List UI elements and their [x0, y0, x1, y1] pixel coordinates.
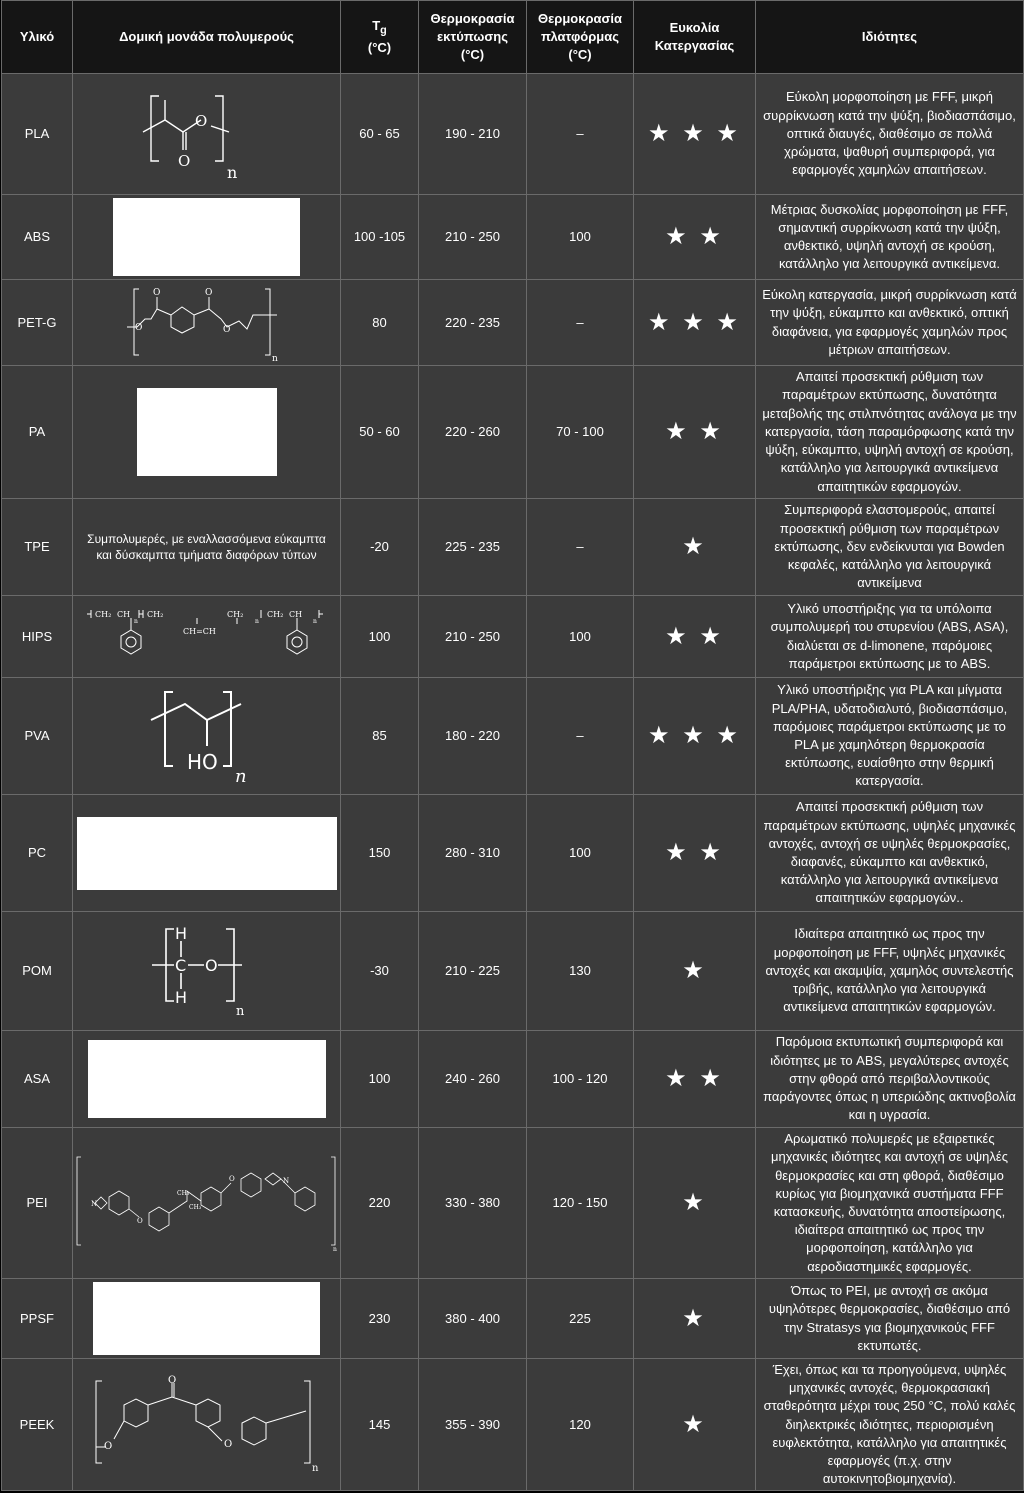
group-label: CH₂ [94, 609, 111, 619]
atom-label: O [223, 1438, 232, 1450]
material-name: PA [2, 366, 73, 499]
properties-text: Αρωματικό πολυμερές με εξαιρετικές μηχανικές ιδιότητες και αντοχή σε υψηλές θερμοκρασίες και στη φθορά, διαθέσιμο κυρίως για βιομηχανικά συστήματα FFF κατασκευής, δυνατότητα αποστείρωσης, ιδιαίτερα απαιτητικό ως προς την μορφοποίηση, κατάλληλο για αεροδιαστημικές εφαρμογές. [756, 1128, 1024, 1279]
properties-text: Υλικό υποστήριξης για PLA και μίγματα PLA/PHA, υδατοδιαλυτό, βιοδιασπάσιμο, παρόμοιες παράμετροι εκτύπωσης με το PLA με χαμηλότερη θερμοκρασία εκτύπωσης, ευαίσθητο στην θερμική κατεργασία. [756, 678, 1024, 795]
pla-structure-image [137, 86, 277, 182]
table-row [2, 1031, 1024, 1128]
properties-text: Μέτριας δυσκολίας μορφοποίηση με FFF, σημαντική συρρίκνωση κατά την ψύξη, ανθεκτικό, υψηλή αντοχή σε κρούση, κατάλληλο για λειτουργικά αντικείμενα. [756, 195, 1024, 280]
ease-rating: ★ [634, 1279, 756, 1359]
properties-text: Εύκολη κατεργασία, μικρή συρρίκνωση κατά την ψύξη, εύκαμπτο και ανθεκτικό, οπτική διαφάνεια, για εφαρμογές χαμηλών προς μέτριων απαιτήσεων. [756, 280, 1024, 366]
table-row [2, 1359, 1024, 1491]
table-row [2, 678, 1024, 795]
group-label: CH₂ [146, 609, 163, 619]
material-name: POM [2, 912, 73, 1031]
header-bed-temp-label: Θερμοκρασία πλατφόρμας [538, 11, 622, 44]
group-label: CH₂ [226, 609, 243, 619]
structure-cell [73, 1031, 341, 1128]
print-temp-value: 190 - 210 [419, 74, 527, 195]
atom-label: O [222, 324, 230, 335]
header-print-temp-label: Θερμοκρασία εκτύπωσης [430, 11, 515, 44]
table-row [2, 795, 1024, 912]
group-label: HO [186, 750, 218, 774]
header-tg-sub: g [380, 24, 387, 37]
ease-rating: ★ ★ [634, 596, 756, 678]
bed-temp-value: 120 - 150 [527, 1128, 634, 1279]
bed-temp-value: 100 [527, 795, 634, 912]
properties-text: Συμπεριφορά ελαστομερούς, απαιτεί προσεκτική ρύθμιση των παραμέτρων εκτύπωσης, δεν ενδείκνυται για Bowden κεφαλές, κατάλληλο για λειτουργικά αντικείμενα [756, 499, 1024, 596]
atom-label: O [204, 287, 212, 298]
atom-label: O [167, 1374, 176, 1386]
ease-rating: ★ [634, 1128, 756, 1279]
material-name: ASA [2, 1031, 73, 1128]
bed-temp-value: 120 [527, 1359, 634, 1491]
ppsf-structure-image-placeholder [93, 1282, 320, 1355]
subscript-n: n [271, 353, 278, 363]
subscript-n: n [254, 617, 259, 625]
print-temp-value: 210 - 250 [419, 596, 527, 678]
ease-rating: ★ ★ ★ [634, 280, 756, 366]
atom-label: O [177, 152, 190, 170]
header-ease: Ευκολία Κατεργασίας [634, 1, 756, 74]
table-row [2, 596, 1024, 678]
structure-cell [73, 596, 341, 678]
pom-structure-image [152, 921, 262, 1021]
tg-value: 100 [341, 1031, 419, 1128]
asa-structure-image-placeholder [88, 1040, 326, 1118]
material-name: TPE [2, 499, 73, 596]
structure-cell [73, 795, 341, 912]
table-row [2, 74, 1024, 195]
print-temp-value: 240 - 260 [419, 1031, 527, 1128]
material-name: HIPS [2, 596, 73, 678]
tg-value: 145 [341, 1359, 419, 1491]
ease-rating: ★ [634, 499, 756, 596]
abs-structure-image-placeholder [113, 198, 300, 276]
properties-text: Έχει, όπως και τα προηγούμενα, υψηλές μηχανικές αντοχές, θερμοκρασιακή σταθερότητα μέχρι τους 250 °C, πολύ καλές διηλεκτρικές ιδιότητες, περιορισμένη ευφλεκτότητα, κατάλληλο για απαιτητικές εφαρμογές (π.χ. στην αυτοκινητοβιομηχανία). [756, 1359, 1024, 1491]
atom-label: O [204, 956, 218, 975]
print-temp-value: 380 - 400 [419, 1279, 527, 1359]
properties-text: Εύκολη μορφοποίηση με FFF, μικρή συρρίκνωση κατά την ψύξη, βιοδιασπάσιμο, οπτικά διαυγές, διαθέσιμο σε πολλά χρώματα, ψαθυρή συμπεριφορά, για εφαρμογές χαμηλών απαιτήσεων. [756, 74, 1024, 195]
bed-temp-value: 100 - 120 [527, 1031, 634, 1128]
table-row [2, 912, 1024, 1031]
group-label: CH₂ [266, 609, 283, 619]
subscript-n: n [235, 1004, 244, 1019]
bed-temp-value: 100 [527, 195, 634, 280]
tg-value: 150 [341, 795, 419, 912]
atom-label: O [103, 1440, 112, 1452]
bed-temp-value: 70 - 100 [527, 366, 634, 499]
tg-value: 100 [341, 596, 419, 678]
properties-text: Όπως το PEI, με αντοχή σε ακόμα υψηλότερες θερμοκρασίες, διαθέσιμο από την Stratasys για βιομηχανικούς FFF εκτυπωτές. [756, 1279, 1024, 1359]
material-name: PVA [2, 678, 73, 795]
structure-cell [73, 1128, 341, 1279]
polymer-materials-table [1, 0, 1024, 1491]
table-row [2, 280, 1024, 366]
atom-label: O [228, 1175, 235, 1183]
tg-value: -30 [341, 912, 419, 1031]
ease-rating: ★ ★ [634, 795, 756, 912]
ease-rating: ★ ★ ★ [634, 678, 756, 795]
structure-cell [73, 74, 341, 195]
structure-cell [73, 366, 341, 499]
tg-value: 220 [341, 1128, 419, 1279]
properties-text: Παρόμοια εκτυπωτική συμπεριφορά και ιδιότητες με το ABS, μεγαλύτερες αντοχές στην φθορά από περιβαλλοντικούς παράγοντες όπως η υπεριώδης ακτινοβολία και η υγρασία. [756, 1031, 1024, 1128]
petg-structure-image [127, 283, 287, 363]
header-print-temp [419, 1, 527, 74]
properties-text: Απαιτεί προσεκτική ρύθμιση των παραμέτρων εκτύπωσης, υψηλές μηχανικές αντοχές, αντοχή σε υψηλές θερμοκρασίες, διαφανές, εύκαμπτο και ανθεκτικό, κατάλληλο για λειτουργικά αντικείμενα απαιτητικών εφαρμογών.. [756, 795, 1024, 912]
bed-temp-value: 130 [527, 912, 634, 1031]
header-bed-temp [527, 1, 634, 74]
header-structure: Δομική μονάδα πολυμερούς [73, 1, 341, 74]
bed-temp-value: – [527, 678, 634, 795]
print-temp-value: 180 - 220 [419, 678, 527, 795]
table-row [2, 366, 1024, 499]
print-temp-value: 280 - 310 [419, 795, 527, 912]
print-temp-value: 225 - 235 [419, 499, 527, 596]
material-name: PPSF [2, 1279, 73, 1359]
table-row [2, 1128, 1024, 1279]
pei-structure-image [75, 1153, 339, 1253]
print-temp-value: 330 - 380 [419, 1128, 527, 1279]
print-temp-value: 210 - 225 [419, 912, 527, 1031]
print-temp-value: 220 - 235 [419, 280, 527, 366]
properties-text: Ιδιαίτερα απαιτητικό ως προς την μορφοποίηση με FFF, υψηλές μηχανικές αντοχές και ακαμψία, χαμηλός συντελεστής τριβής, κατάλληλο για λειτουργικά αντικείμενα απαιτητικών εφαρμογών. [756, 912, 1024, 1031]
table-row [2, 499, 1024, 596]
tg-value: 100 -105 [341, 195, 419, 280]
header-tg-unit: (°C) [367, 40, 392, 56]
print-temp-value: 220 - 260 [419, 366, 527, 499]
atom-label: O [194, 112, 207, 130]
subscript-n: n [234, 766, 247, 787]
group-label: CH [288, 609, 302, 619]
hips-structure-image [87, 602, 327, 672]
print-temp-value: 355 - 390 [419, 1359, 527, 1491]
header-bed-temp-unit: (°C) [568, 47, 592, 62]
ease-rating: ★ [634, 1359, 756, 1491]
atom-label: O [152, 287, 160, 298]
group-label: CH₃ [176, 1190, 189, 1197]
tg-value: -20 [341, 499, 419, 596]
group-label: CH₃ [188, 1204, 201, 1211]
bed-temp-value: 225 [527, 1279, 634, 1359]
ease-rating: ★ ★ [634, 195, 756, 280]
pa-structure-image-placeholder [137, 388, 277, 476]
ease-rating: ★ ★ [634, 1031, 756, 1128]
header-tg [341, 1, 419, 74]
material-name: PEEK [2, 1359, 73, 1491]
subscript-n: n [311, 1462, 318, 1474]
tg-value: 60 - 65 [341, 74, 419, 195]
structure-cell [73, 195, 341, 280]
tg-value: 80 [341, 280, 419, 366]
ease-rating: ★ ★ [634, 366, 756, 499]
structure-cell [73, 912, 341, 1031]
print-temp-value: 210 - 250 [419, 195, 527, 280]
bed-temp-value: – [527, 74, 634, 195]
atom-label: H [174, 988, 187, 1007]
header-print-temp-unit: (°C) [460, 47, 485, 62]
atom-label: H [174, 924, 187, 943]
atom-label: N [90, 1200, 97, 1208]
header-properties: Ιδιότητες [756, 1, 1024, 74]
atom-label: O [136, 1217, 143, 1225]
structure-cell [73, 678, 341, 795]
tg-value: 50 - 60 [341, 366, 419, 499]
atom-label: C [174, 956, 186, 975]
structure-cell [73, 280, 341, 366]
subscript-n: n [226, 163, 237, 182]
properties-text: Υλικό υποστήριξης για τα υπόλοιπα συμπολυμερή του στυρενίου (ABS, ASA), διαλύεται σε d-limonene, παρόμοιες παράμετροι εκτύπωσης με το ABS. [756, 596, 1024, 678]
material-name: PC [2, 795, 73, 912]
material-name: ABS [2, 195, 73, 280]
table-row [2, 1279, 1024, 1359]
pva-structure-image [147, 684, 267, 788]
header-row [2, 1, 1024, 74]
structure-description: Συμπολυμερές, με εναλλασσόμενα εύκαμπτα και δύσκαμπτα τμήματα διαφόρων τύπων [73, 499, 341, 596]
tg-value: 230 [341, 1279, 419, 1359]
group-label: CH [116, 609, 130, 619]
atom-label: O [134, 322, 142, 333]
tg-value: 85 [341, 678, 419, 795]
material-name: PET-G [2, 280, 73, 366]
group-label: CH=CH [182, 626, 216, 636]
subscript-n: n [332, 1246, 337, 1253]
subscript-n: n [312, 617, 317, 625]
bed-temp-value: 100 [527, 596, 634, 678]
table-row [2, 195, 1024, 280]
structure-cell [73, 1359, 341, 1491]
peek-structure-image [92, 1375, 322, 1475]
material-name: PLA [2, 74, 73, 195]
bed-temp-value: – [527, 499, 634, 596]
structure-cell [73, 1279, 341, 1359]
pc-structure-image-placeholder [77, 817, 337, 890]
header-material: Υλικό [2, 1, 73, 74]
bed-temp-value: – [527, 280, 634, 366]
material-name: PEI [2, 1128, 73, 1279]
properties-text: Απαιτεί προσεκτική ρύθμιση των παραμέτρων εκτύπωσης, δυνατότητα μεταβολής της στιλπνότητας ανάλογα με την κατεργασία, τάση παραμόρφωσης κατά την ψύξη, εύκαμπτο, υψηλή αντοχή σε κρούση, κατάλληλο για λειτουργικά αντικείμενα απαιτητικών εφαρμογών. [756, 366, 1024, 499]
ease-rating: ★ [634, 912, 756, 1031]
header-tg-symbol: T [372, 17, 381, 33]
subscript-n: n [133, 617, 138, 625]
atom-label: N [282, 1177, 289, 1185]
ease-rating: ★ ★ ★ [634, 74, 756, 195]
